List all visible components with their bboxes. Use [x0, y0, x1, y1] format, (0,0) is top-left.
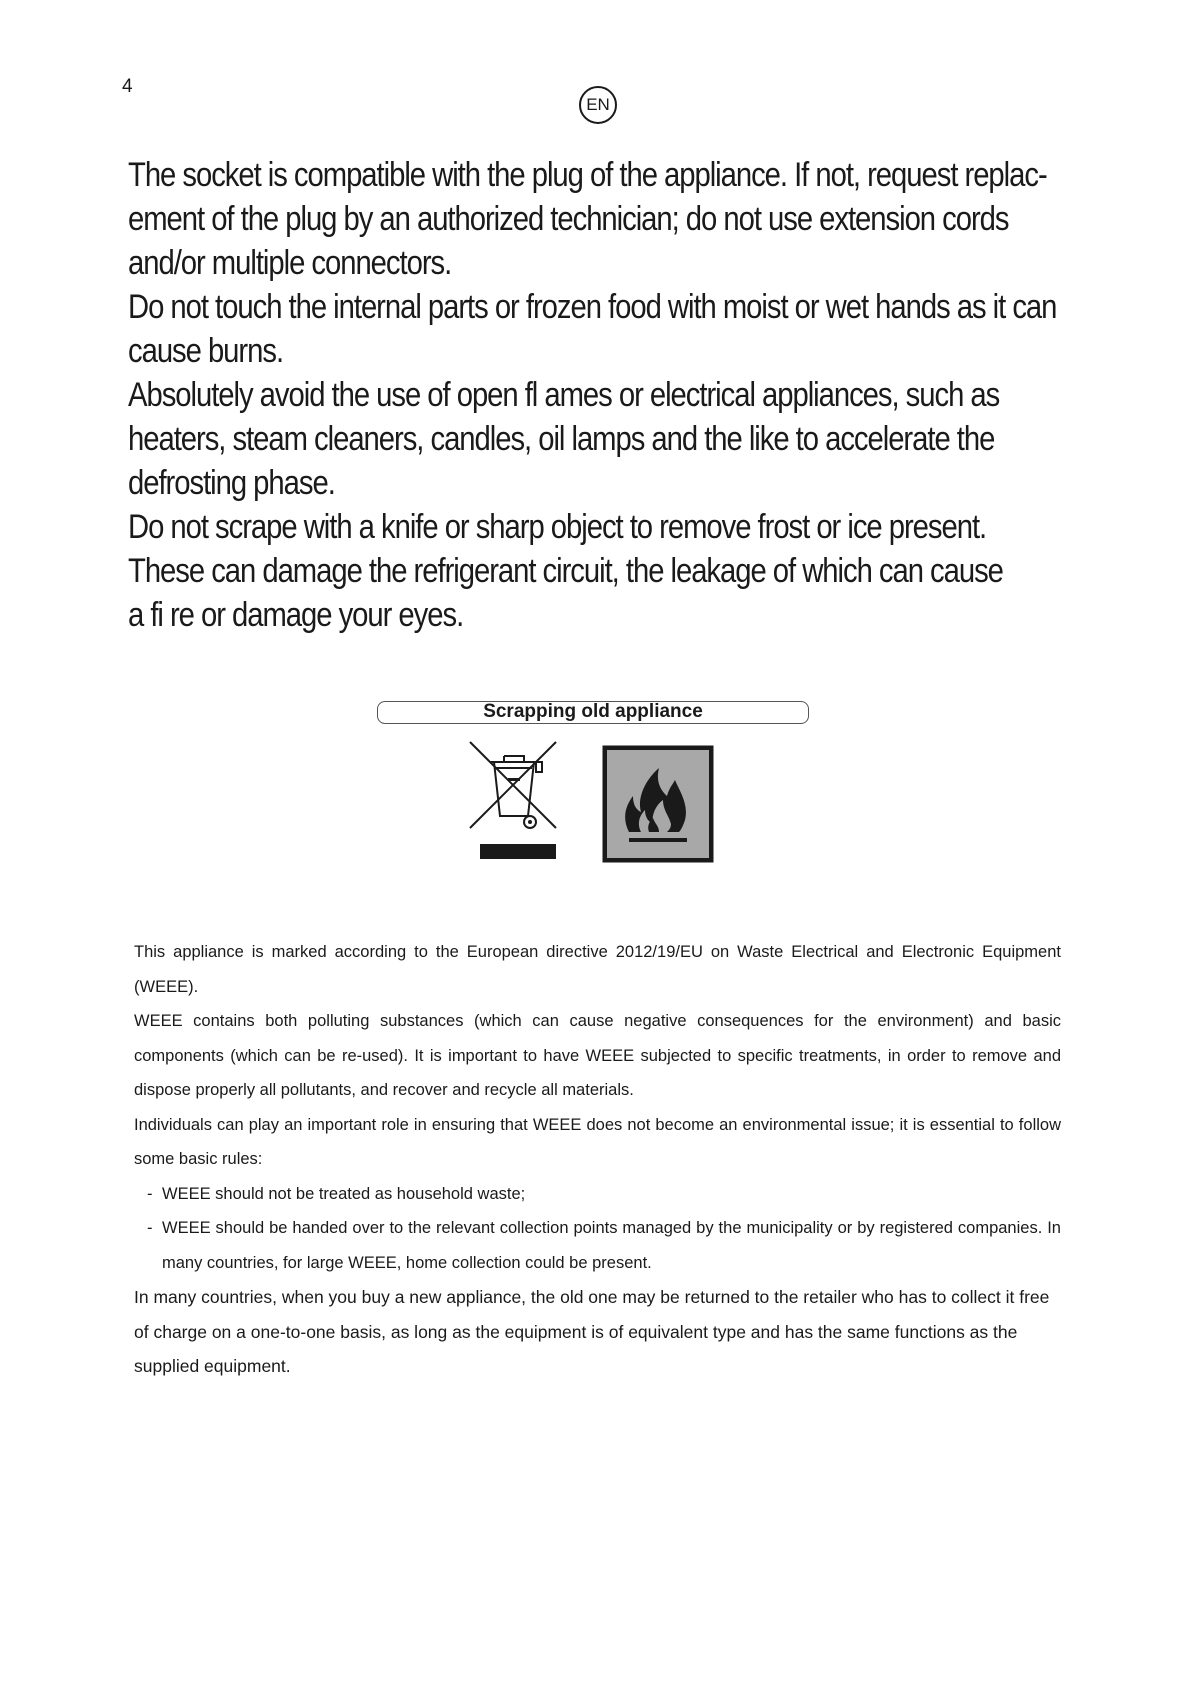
warning-line: cause burns.: [128, 332, 284, 370]
warning-line: The socket is compatible with the plug of the appliance. If not, request replac-: [128, 156, 1047, 194]
page-number: 4: [122, 76, 133, 97]
weee-rule-text: WEEE should not be treated as household waste;: [162, 1184, 526, 1203]
weee-paragraph: Individuals can play an important role in ensuring that WEEE does not become an environmental issue; it is essential to follow some basic rules:: [134, 1115, 1061, 1168]
language-badge: EN: [579, 86, 617, 124]
warning-line: ement of the plug by an authorized technician; do not use extension cords: [128, 200, 1009, 238]
rule-dash: -: [147, 1184, 153, 1203]
weee-paragraph: WEEE contains both polluting substances (which can cause negative consequences for the environment) and basic components (which can be re-used). It is important to have WEEE subjected to specific treatments, in order to remove and dispose properly all pollutants, and recover and recycle all materials.: [134, 1012, 1061, 1099]
warning-line: Do not scrape with a knife or sharp object to remove frost or ice present.: [128, 508, 987, 546]
warning-line: Absolutely avoid the use of open fl ames or electrical appliances, such as: [128, 376, 1000, 414]
weee-information: [134, 935, 1061, 1384]
warning-line: These can damage the refrigerant circuit, the leakage of which can cause: [128, 552, 1003, 590]
scrapping-section-title: Scrapping old appliance: [377, 701, 809, 724]
flammable-flame-icon: [601, 744, 715, 864]
warning-line: and/or multiple connectors.: [128, 244, 452, 282]
weee-closing-paragraph: In many countries, when you buy a new appliance, the old one may be returned to the retailer who has to collect it free of charge on a one-to-one basis, as long as the equipment is of equivalent type and has the same functions as the supplied equipment.: [134, 1287, 1050, 1376]
weee-paragraph: This appliance is marked according to the European directive 2012/19/EU on Waste Electrical and Electronic Equipment (WEEE).: [134, 943, 1061, 996]
warning-line: Do not touch the internal parts or frozen food with moist or wet hands as it can: [128, 288, 1057, 326]
weee-rule-text: WEEE should be handed over to the relevant collection points managed by the municipality or by registered companies. In many countries, for large WEEE, home collection could be present.: [162, 1219, 1061, 1272]
crossed-out-wheeled-bin-icon: [468, 740, 558, 860]
warning-line: a fi re or damage your eyes.: [128, 596, 464, 634]
safety-warnings: [128, 153, 1057, 637]
warning-line: heaters, steam cleaners, candles, oil lamps and the like to accelerate the: [128, 420, 995, 458]
weee-rule: [134, 1211, 1061, 1280]
weee-rule: [134, 1177, 1061, 1212]
warning-line: defrosting phase.: [128, 464, 335, 502]
rule-dash: -: [147, 1219, 153, 1237]
